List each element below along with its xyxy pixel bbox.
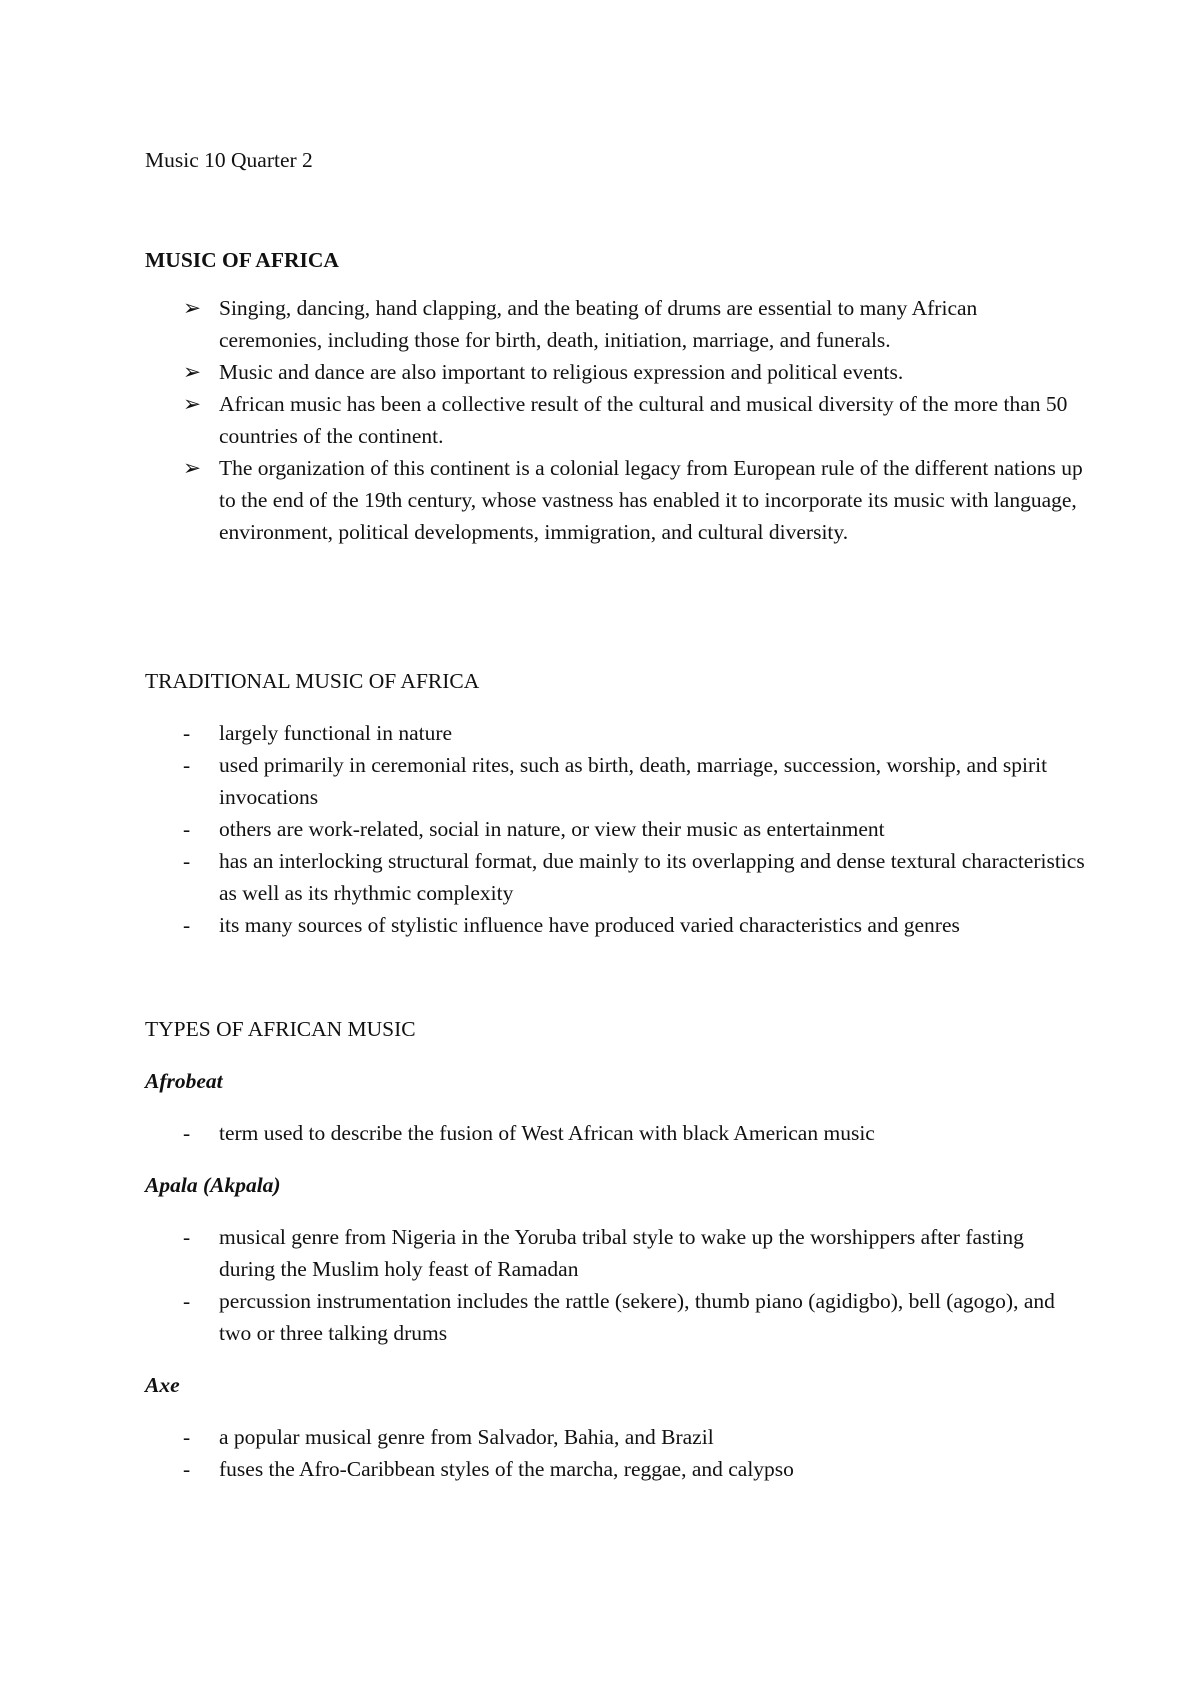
dash-list: [145, 1117, 1085, 1149]
list-item-text: a popular musical genre from Salvador, Bahia, and Brazil: [219, 1425, 714, 1449]
dash-bullet: -: [183, 1289, 191, 1313]
list-item-text: its many sources of stylistic influence have produced varied characteristics and genres: [219, 913, 960, 937]
dash-bullet: -: [183, 1225, 191, 1249]
dash-list: [145, 1421, 1085, 1485]
list-item-text: term used to describe the fusion of West African with black American music: [219, 1121, 875, 1145]
section-traditional-music: [145, 665, 1085, 941]
list-item-text: used primarily in ceremonial rites, such as birth, death, marriage, succession, worship, and spirit invocations: [219, 753, 1048, 809]
document-title: Music 10 Quarter 2: [145, 148, 313, 172]
section-heading: TYPES OF AFRICAN MUSIC: [145, 1017, 416, 1041]
dash-list: [145, 717, 1085, 941]
music-type-name: Afrobeat: [145, 1069, 223, 1093]
list-item: [145, 1421, 1085, 1453]
list-item-text: The organization of this continent is a colonial legacy from European rule of the different nations up to the end of the 19th century, whose vastness has enabled it to incorporate its music with language, environment, political developments, immigration, and cultural diversity.: [219, 456, 1083, 544]
list-item: [145, 1453, 1085, 1485]
list-item-text: Music and dance are also important to religious expression and political events.: [219, 360, 904, 384]
music-type-axe: [145, 1369, 1085, 1485]
list-item: [145, 1221, 1085, 1285]
list-item: [145, 909, 1085, 941]
list-item-text: fuses the Afro-Caribbean styles of the marcha, reggae, and calypso: [219, 1457, 794, 1481]
list-item: [145, 356, 1085, 388]
arrow-bullet-icon: ➢: [183, 360, 202, 384]
list-item: [145, 717, 1085, 749]
dash-bullet: -: [183, 1457, 191, 1481]
bullet-list: [145, 292, 1085, 548]
list-item: [145, 845, 1085, 909]
dash-bullet: -: [183, 849, 191, 873]
list-item: [145, 452, 1085, 548]
arrow-bullet-icon: ➢: [183, 456, 202, 480]
list-item: [145, 388, 1085, 452]
list-item: [145, 1117, 1085, 1149]
dash-bullet: -: [183, 753, 191, 777]
dash-bullet: -: [183, 721, 191, 745]
list-item: [145, 813, 1085, 845]
dash-bullet: -: [183, 1425, 191, 1449]
music-type-name: Apala (Akpala): [145, 1173, 281, 1197]
music-type-apala: [145, 1169, 1085, 1349]
section-types-of-african-music: [145, 1013, 1085, 1485]
arrow-bullet-icon: ➢: [183, 392, 202, 416]
music-type-afrobeat: [145, 1065, 1085, 1149]
section-heading: TRADITIONAL MUSIC OF AFRICA: [145, 669, 480, 693]
section-heading: MUSIC OF AFRICA: [145, 248, 339, 272]
dash-bullet: -: [183, 913, 191, 937]
list-item: [145, 749, 1085, 813]
list-item-text: percussion instrumentation includes the rattle (sekere), thumb piano (agidigbo), bell (agogo), and two or three talking drums: [219, 1289, 1055, 1345]
dash-bullet: -: [183, 817, 191, 841]
list-item-text: musical genre from Nigeria in the Yoruba tribal style to wake up the worshippers after fasting during the Muslim holy feast of Ramadan: [219, 1225, 1024, 1281]
list-item-text: largely functional in nature: [219, 721, 453, 745]
section-music-of-africa: [145, 244, 1085, 548]
list-item-text: others are work-related, social in nature, or view their music as entertainment: [219, 817, 885, 841]
music-type-name: Axe: [145, 1373, 180, 1397]
dash-list: [145, 1221, 1085, 1349]
list-item-text: Singing, dancing, hand clapping, and the beating of drums are essential to many African ceremonies, including those for birth, death, initiation, marriage, and funerals.: [219, 296, 978, 352]
list-item: [145, 1285, 1085, 1349]
arrow-bullet-icon: ➢: [183, 296, 202, 320]
list-item-text: has an interlocking structural format, due mainly to its overlapping and dense textural characteristics as well as its rhythmic complexity: [219, 849, 1085, 905]
dash-bullet: -: [183, 1121, 191, 1145]
list-item-text: African music has been a collective result of the cultural and musical diversity of the more than 50 countries of the continent.: [219, 392, 1068, 448]
list-item: [145, 292, 1085, 356]
